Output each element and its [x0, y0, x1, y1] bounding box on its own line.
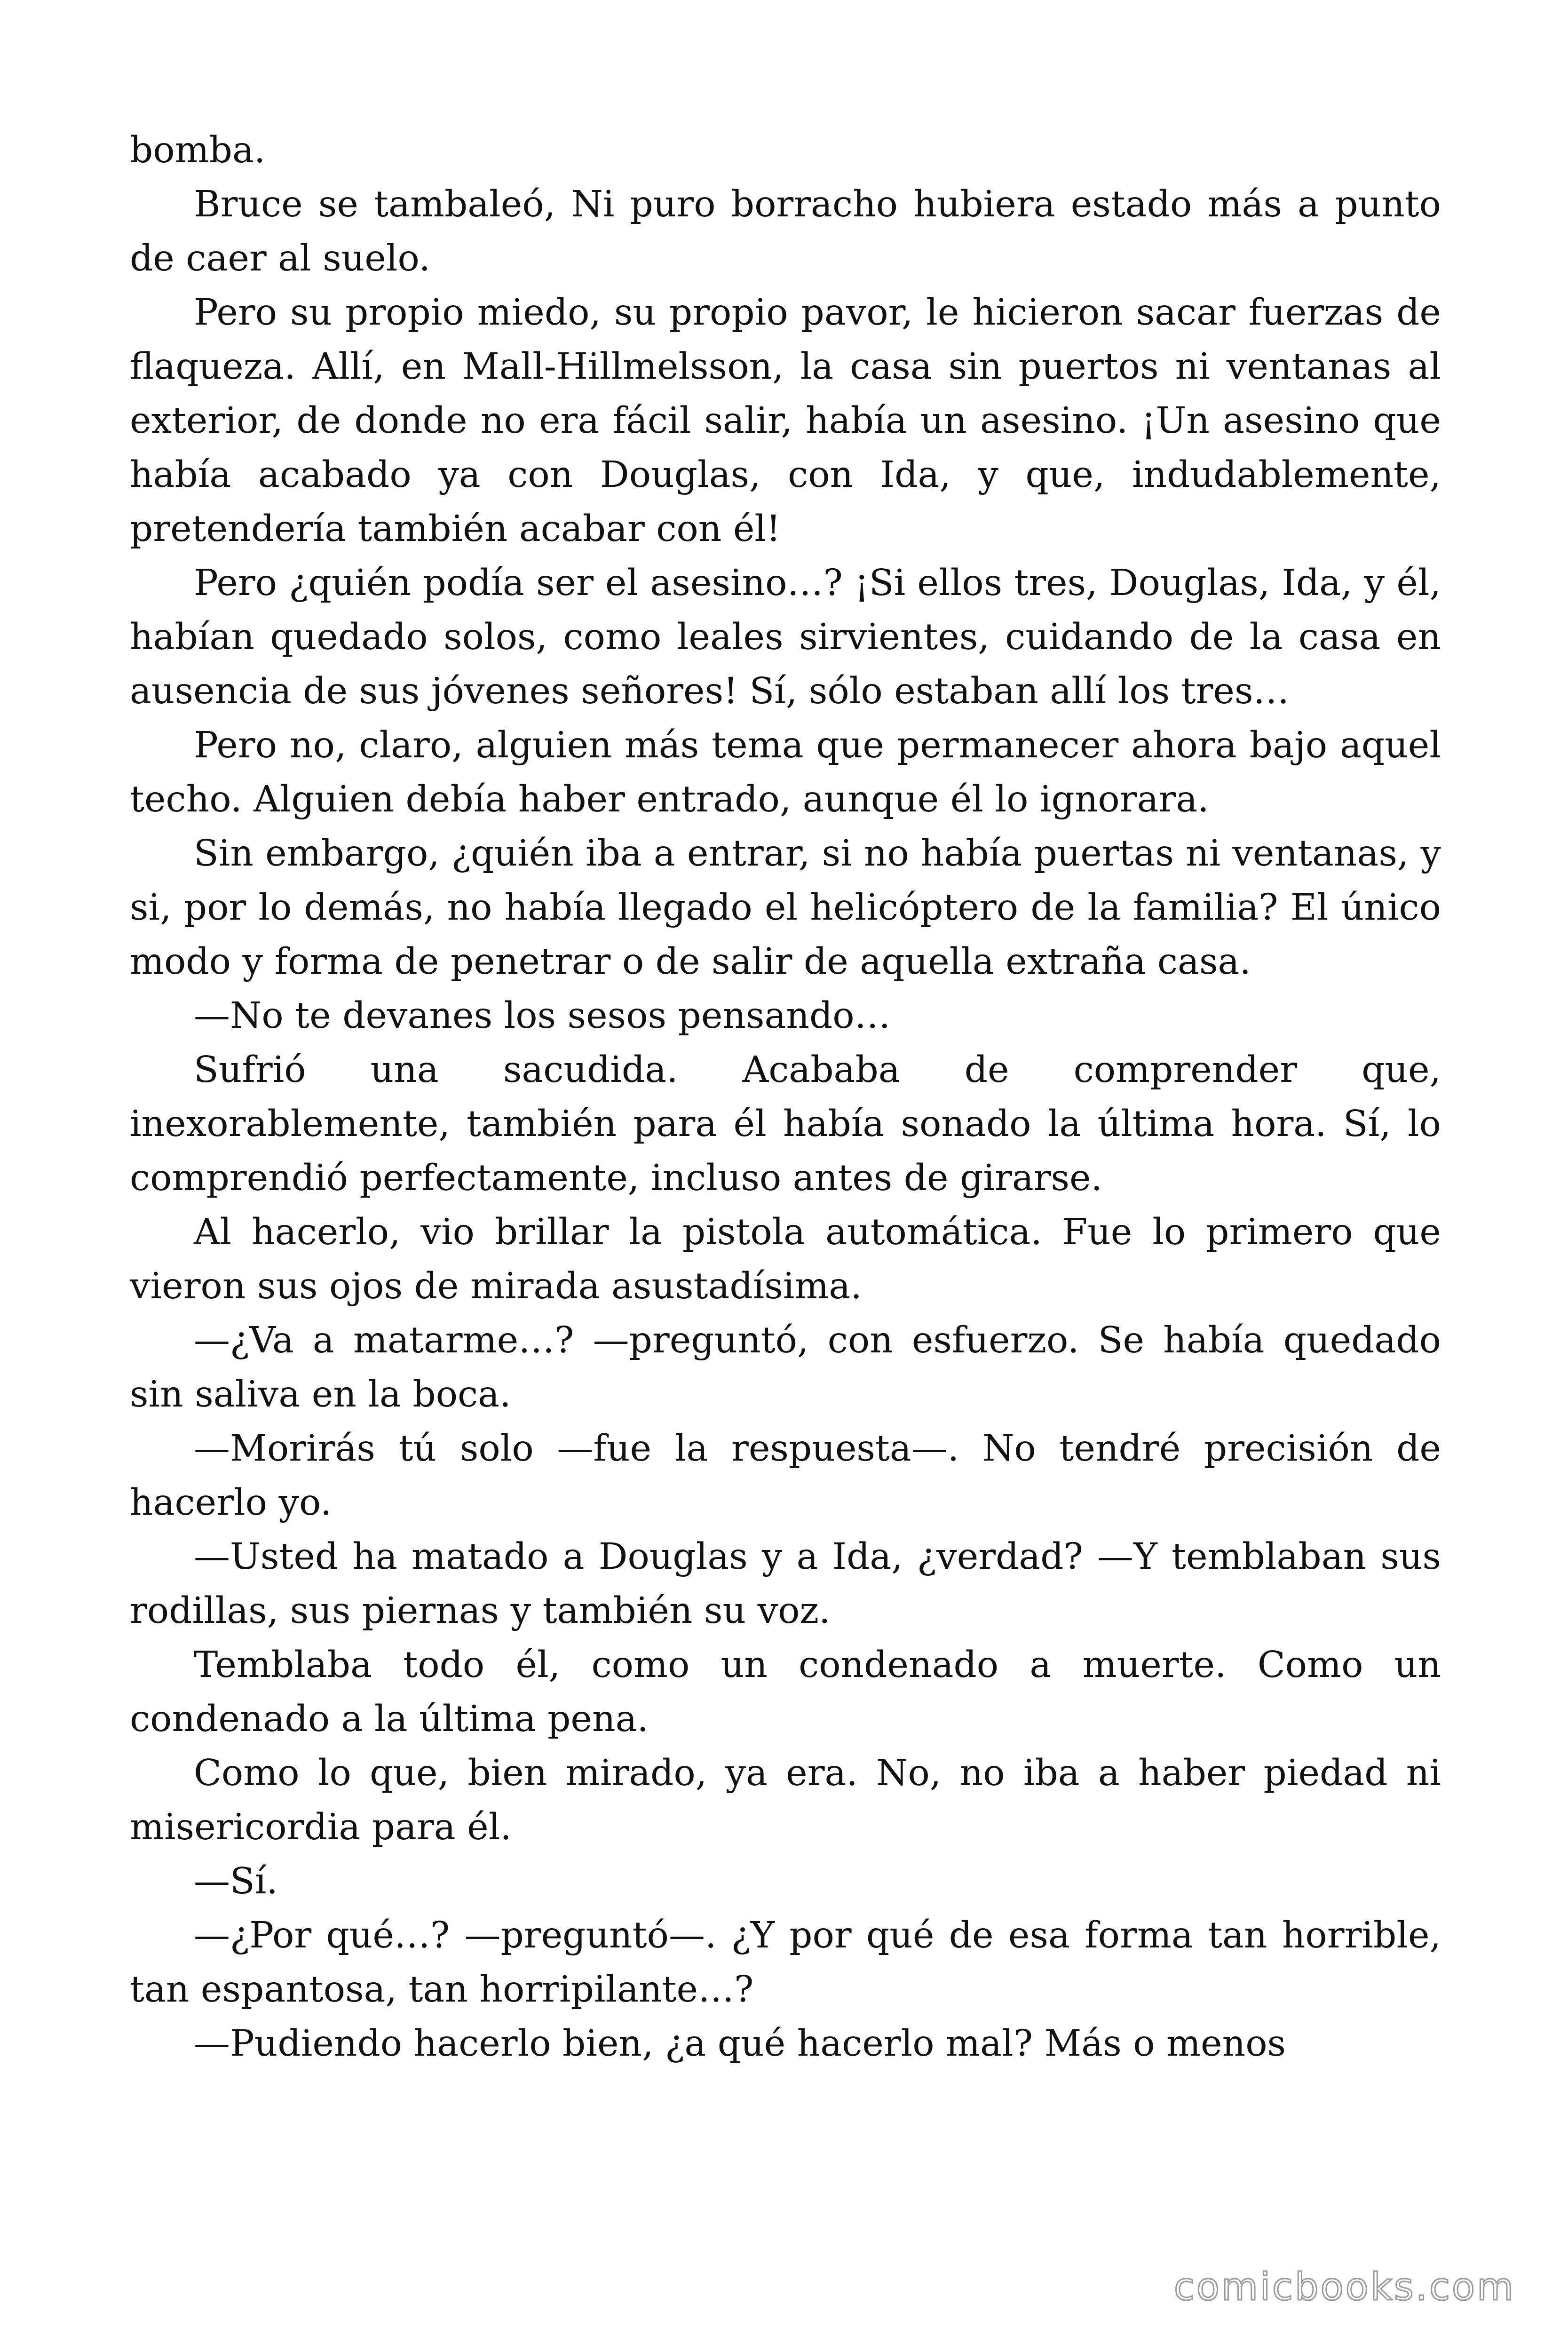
dialogue-line: —Usted ha matado a Douglas y a Ida, ¿verdad? —Y temblaban sus rodillas, sus piernas y también su voz.	[130, 1536, 1441, 1632]
dialogue-line: —No te devanes los sesos pensando…	[194, 995, 891, 1037]
dialogue-line: —¿Va a matarme…? —preguntó, con esfuerzo. Se había quedado sin saliva en la boca.	[130, 1319, 1441, 1415]
dialogue-line: —Sí.	[194, 1860, 278, 1902]
dialogue-line: —Morirás tú solo —fue la respuesta—. No tendré precisión de hacerlo yo.	[130, 1428, 1441, 1524]
paragraph-continuation: bomba.	[130, 129, 266, 171]
body-text	[130, 123, 1441, 2071]
dialogue-line: —Pudiendo hacerlo bien, ¿a qué hacerlo mal? Más o menos	[194, 2023, 1286, 2065]
paragraph: Pero ¿quién podía ser el asesino…? ¡Si ellos tres, Douglas, Ida, y él, habían quedado solos, como leales sirvientes, cuidando de la casa en ausencia de sus jóvenes señores! Sí, sólo estaban allí los tres…	[130, 562, 1441, 712]
paragraph: Al hacerlo, vio brillar la pistola automática. Fue lo primero que vieron sus ojos de mirada asustadísima.	[130, 1211, 1441, 1307]
paragraph: Sufrió una sacudida. Acababa de comprender que, inexorablemente, también para él había sonado la última hora. Sí, lo comprendió perfectamente, incluso antes de girarse.	[130, 1049, 1441, 1199]
paragraph: Bruce se tambaleó, Ni puro borracho hubiera estado más a punto de caer al suelo.	[130, 183, 1441, 279]
paragraph: Como lo que, bien mirado, ya era. No, no iba a haber piedad ni misericordia para él.	[130, 1752, 1441, 1848]
watermark: comicbooks.com	[1173, 2265, 1515, 2309]
dialogue-line: —¿Por qué…? —preguntó—. ¿Y por qué de esa forma tan horrible, tan espantosa, tan horripilante…?	[130, 1915, 1441, 2010]
paragraph: Pero su propio miedo, su propio pavor, le hicieron sacar fuerzas de flaqueza. Allí, en Mall-Hillmelsson, la casa sin puertos ni ventanas al exterior, de donde no era fácil salir, había un asesino. ¡Un asesino que había acabado ya con Douglas, con Ida, y que, indudablemente, pretendería también acabar con él!	[130, 292, 1441, 550]
paragraph: Pero no, claro, alguien más tema que permanecer ahora bajo aquel techo. Alguien debía haber entrado, aunque él lo ignorara.	[130, 724, 1441, 820]
paragraph: Sin embargo, ¿quién iba a entrar, si no había puertas ni ventanas, y si, por lo demás, no había llegado el helicóptero de la familia? El único modo y forma de penetrar o de salir de aquella extraña casa.	[130, 833, 1441, 983]
paragraph: Temblaba todo él, como un condenado a muerte. Como un condenado a la última pena.	[130, 1644, 1441, 1740]
